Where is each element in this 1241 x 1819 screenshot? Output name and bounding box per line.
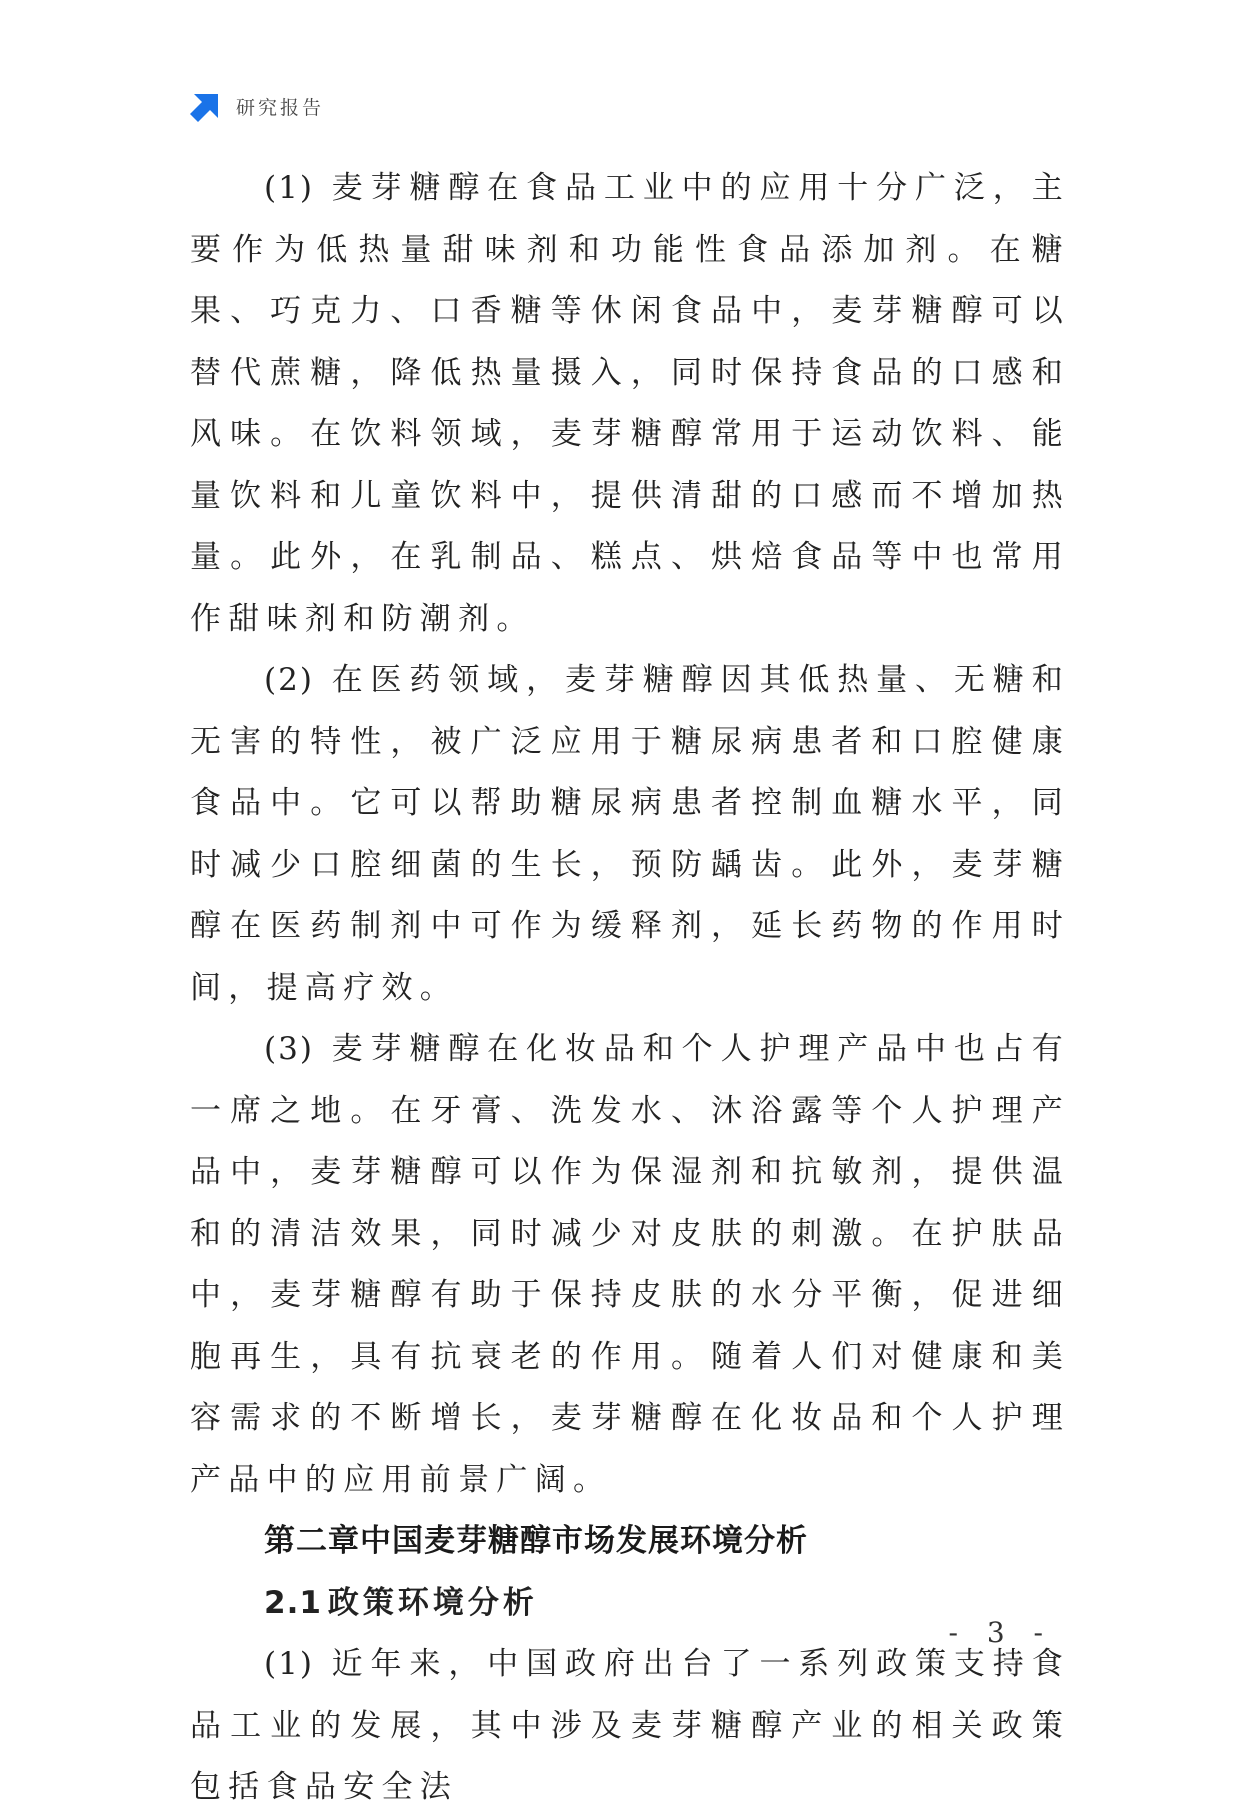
page-number: - 3 - (948, 1616, 1053, 1649)
paragraph-number: (3) (264, 1031, 314, 1067)
report-header (190, 90, 324, 122)
section-title: 政策环境分析 (327, 1584, 538, 1621)
paragraph-1 (190, 158, 1070, 650)
header-title: 研究报告 (236, 96, 325, 119)
section-heading (190, 1573, 1070, 1635)
paragraph-text: 麦芽糖醇在食品工业中的应用十分广泛，主要作为低热量甜味剂和功能性食品添加剂。在糖果、巧克力、口香糖等休闲食品中，麦芽糖醇可以替代蔗糖，降低热量摄入，同时保持食品的口感和风味。在饮料领域，麦芽糖醇常用于运动饮料、能量饮料和儿童饮料中，提供清甜的口感而不增加热量。此外，在乳制品、糕点、烘焙食品等中也常用作甜味剂和防潮剂。 (190, 170, 1070, 637)
chapter-heading: 第二章中国麦芽糖醇市场发展环境分析 (264, 1523, 808, 1559)
section-number: 2.1 (264, 1584, 322, 1621)
paragraph-text: 在医药领域，麦芽糖醇因其低热量、无糖和无害的特性，被广泛应用于糖尿病患者和口腔健康食品中。它可以帮助糖尿病患者控制血糖水平，同时减少口腔细菌的生长，预防龋齿。此外，麦芽糖醇在医药制剂中可作为缓释剂，延长药物的作用时间，提高疗效。 (190, 662, 1070, 1006)
paragraph-text: 近年来，中国政府出台了一系列政策支持食品工业的发展，其中涉及麦芽糖醇产业的相关政策包括食品安全法 (190, 1646, 1070, 1805)
document-body (190, 158, 1070, 1819)
paragraph-number: (2) (264, 662, 314, 698)
paragraph-3 (190, 1019, 1070, 1511)
section-paragraph-1 (190, 1634, 1070, 1819)
arrow-up-right-icon (190, 90, 222, 122)
paragraph-text: 麦芽糖醇在化妆品和个人护理产品中也占有一席之地。在牙膏、洗发水、沐浴露等个人护理产品中，麦芽糖醇可以作为保湿剂和抗敏剂，提供温和的清洁效果，同时减少对皮肤的刺激。在护肤品中，麦芽糖醇有助于保持皮肤的水分平衡，促进细胞再生，具有抗衰老的作用。随着人们对健康和美容需求的不断增长，麦芽糖醇在化妆品和个人护理产品中的应用前景广阔。 (190, 1031, 1070, 1498)
paragraph-2 (190, 650, 1070, 1019)
paragraph-number: (1) (264, 170, 314, 206)
paragraph-number: (1) (264, 1646, 314, 1682)
